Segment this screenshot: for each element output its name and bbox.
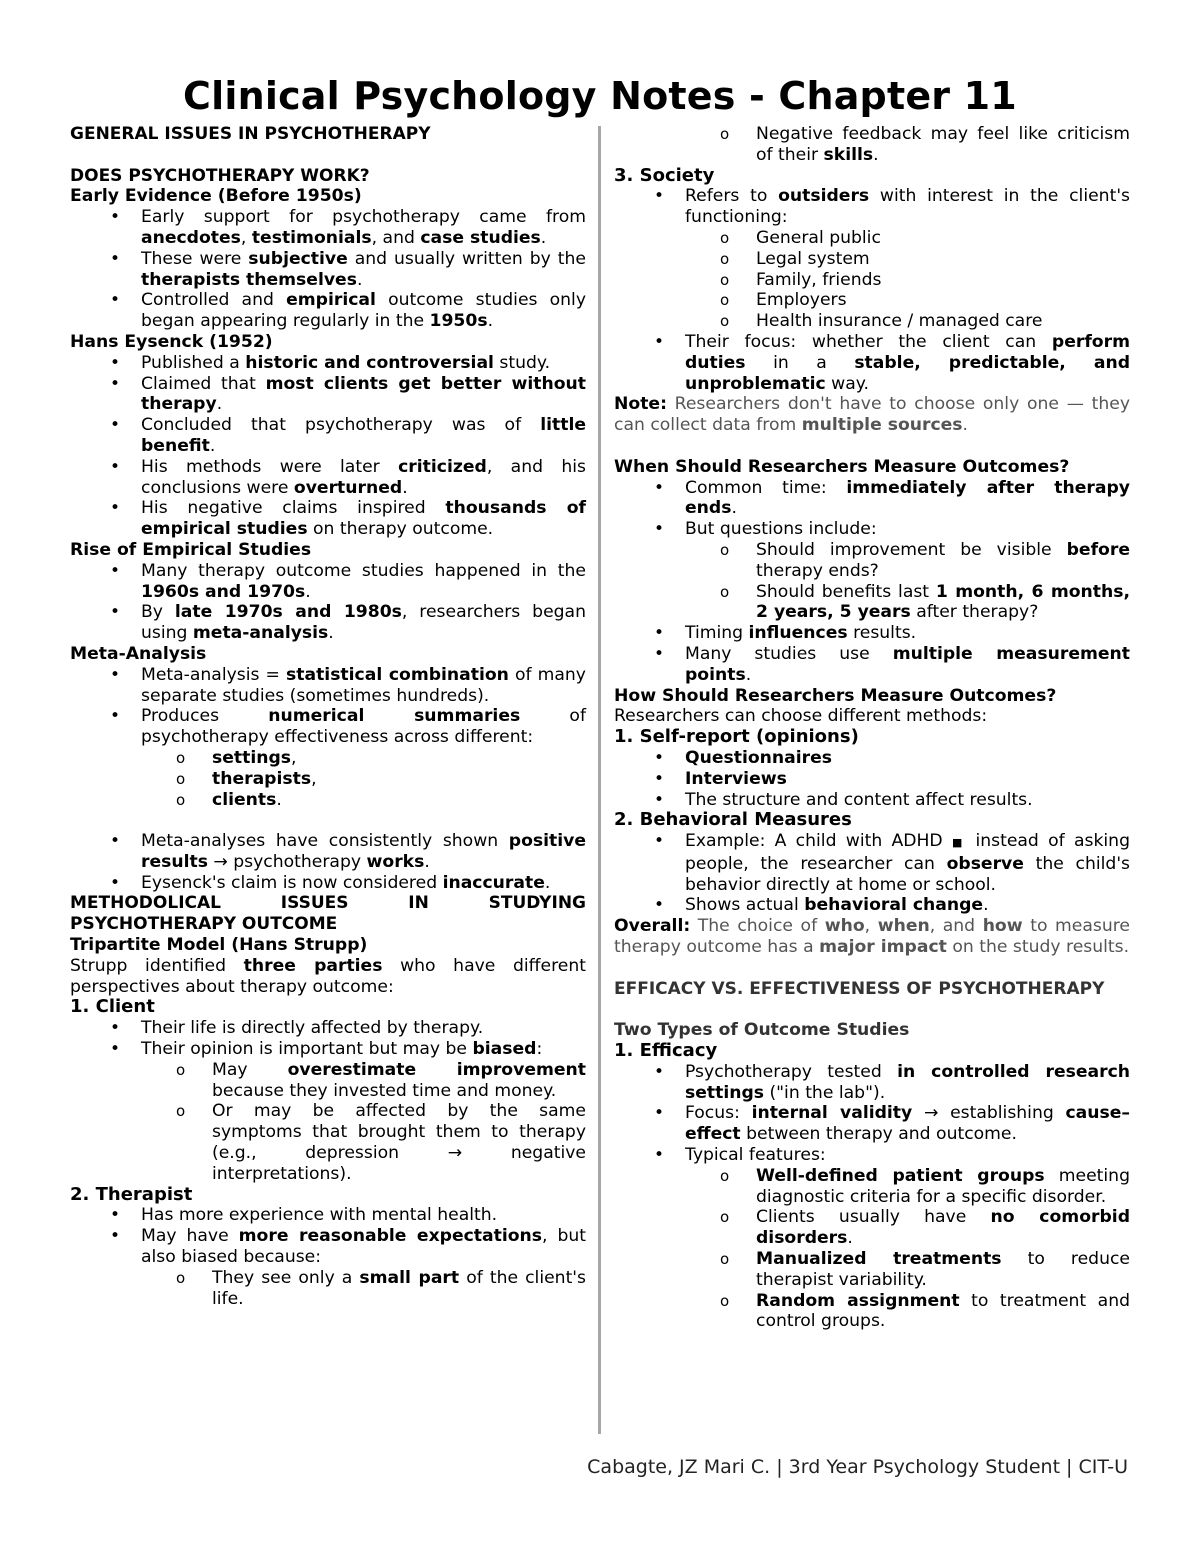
- list-item: • Published a historic and controversial study.: [70, 353, 586, 374]
- list-item: • Common time: immediately after therapy ends.: [614, 478, 1130, 520]
- sub-list-item: o Should benefits last 1 month, 6 months, 2 years, 5 years after therapy?: [685, 582, 1130, 624]
- bullet-list: [614, 623, 1130, 685]
- sub-list: [614, 1166, 1130, 1332]
- right-column: [614, 124, 1130, 1332]
- list-item: • Focus: internal validity → establishing cause–effect between therapy and outcome.: [614, 1103, 1130, 1145]
- sub-list: [614, 124, 1130, 166]
- bullet-list: [614, 748, 1130, 810]
- bullet-list: [70, 207, 586, 332]
- overall-paragraph: Overall: The choice of who, when, and how to measure therapy outcome has a major impact on the study results.: [614, 916, 1130, 958]
- note-paragraph: Note: Researchers don't have to choose only one — they can collect data from multiple sources.: [614, 394, 1130, 436]
- topic-heading: Early Evidence (Before 1950s): [70, 186, 362, 207]
- sub-list-item: o Negative feedback may feel like criticism of their skills.: [685, 124, 1130, 166]
- list-item: • Produces numerical summaries of psychotherapy effectiveness across different:: [70, 706, 586, 748]
- bullet-list: [70, 561, 586, 644]
- list-item: • The structure and content affect results.: [614, 790, 1130, 811]
- section-heading: EFFICACY VS. EFFECTIVENESS OF PSYCHOTHERAPY: [614, 978, 1105, 999]
- list-item: • Typical features:: [614, 1145, 1130, 1166]
- topic-heading: 3. Society: [614, 164, 715, 186]
- sub-list-item: o Random assignment to treatment and control groups.: [685, 1291, 1130, 1333]
- list-item: • Eysenck's claim is now considered inaccurate.: [70, 873, 586, 894]
- paragraph: Strupp identified three parties who have different perspectives about therapy outcome:: [70, 955, 586, 997]
- list-item: • May have more reasonable expectations, but also biased because:: [70, 1226, 586, 1268]
- topic-heading: 1. Efficacy: [614, 1040, 718, 1062]
- list-item: • Their focus: whether the client can perform duties in a stable, predictable, and unproblematic way.: [614, 332, 1130, 394]
- list-item: • But questions include:: [614, 519, 1130, 540]
- bullet-list: [614, 478, 1130, 540]
- sub-list: [70, 1060, 586, 1185]
- bullet-list: [70, 665, 586, 748]
- page-title: Clinical Psychology Notes - Chapter 11: [183, 74, 1017, 118]
- list-item: • Psychotherapy tested in controlled research settings ("in the lab").: [614, 1062, 1130, 1104]
- list-item: • These were subjective and usually written by the therapists themselves.: [70, 249, 586, 291]
- list-item: • Meta-analyses have consistently shown positive results → psychotherapy works.: [70, 831, 586, 873]
- sub-list-item: o May overestimate improvement because they invested time and money.: [141, 1060, 586, 1102]
- list-item: • Many studies use multiple measurement points.: [614, 644, 1130, 686]
- sub-list-item: o Well-defined patient groups meeting diagnostic criteria for a specific disorder.: [685, 1166, 1130, 1208]
- bullet-list: [70, 1018, 586, 1060]
- topic-heading: Hans Eysenck (1952): [70, 331, 273, 352]
- topic-heading: 2. Therapist: [70, 1183, 193, 1205]
- list-item: • His negative claims inspired thousands of empirical studies on therapy outcome.: [70, 498, 586, 540]
- list-item: • Their opinion is important but may be biased:: [70, 1039, 586, 1060]
- sub-list: [70, 748, 586, 810]
- topic-heading: Two Types of Outcome Studies: [614, 1020, 910, 1041]
- sub-list-item: o Health insurance / managed care: [685, 311, 1130, 332]
- topic-heading: How Should Researchers Measure Outcomes?: [614, 685, 1057, 706]
- sub-list-item: o therapists,: [141, 769, 586, 790]
- topic-heading: 2. Behavioral Measures: [614, 809, 852, 831]
- subsection-heading: DOES PSYCHOTHERAPY WORK?: [70, 165, 370, 186]
- sub-list-item: o Should improvement be visible before therapy ends?: [685, 540, 1130, 582]
- sub-list-item: o settings,: [141, 748, 586, 769]
- list-item: • Has more experience with mental health.: [70, 1205, 586, 1226]
- list-item: • By late 1970s and 1980s, researchers began using meta-analysis.: [70, 602, 586, 644]
- bullet-list: [70, 353, 586, 540]
- bullet-list: [614, 1062, 1130, 1166]
- sub-list-item: o Family, friends: [685, 270, 1130, 291]
- list-item: • Claimed that most clients get better without therapy.: [70, 374, 586, 416]
- list-item: • Concluded that psychotherapy was of little benefit.: [70, 415, 586, 457]
- topic-heading: Tripartite Model (Hans Strupp): [70, 935, 368, 956]
- sub-list-item: o They see only a small part of the client's life.: [141, 1268, 586, 1310]
- bullet-list: [70, 1205, 586, 1267]
- list-item: • His methods were later criticized, and his conclusions were overturned.: [70, 457, 586, 499]
- sub-list: [614, 540, 1130, 623]
- sub-list-item: o General public: [685, 228, 1130, 249]
- section-heading: GENERAL ISSUES IN PSYCHOTHERAPY: [70, 124, 431, 144]
- list-item: • Their life is directly affected by therapy.: [70, 1018, 586, 1039]
- list-item: • Questionnaires: [614, 748, 1130, 769]
- list-item: • Meta-analysis = statistical combination of many separate studies (sometimes hundreds).: [70, 665, 586, 707]
- bullet-list: [614, 831, 1130, 916]
- list-item: • Refers to outsiders with interest in the client's functioning:: [614, 186, 1130, 228]
- square-icon: ■: [951, 836, 967, 850]
- list-item: • Timing influences results.: [614, 623, 1130, 644]
- list-item: • Controlled and empirical outcome studies only began appearing regularly in the 1950s.: [70, 290, 586, 332]
- paragraph: Researchers can choose different methods:: [614, 706, 988, 727]
- footer-credit: Cabagte, JZ Mari C. | 3rd Year Psychology Student | CIT-U: [587, 1456, 1128, 1478]
- list-item: • Early support for psychotherapy came from anecdotes, testimonials, and case studies.: [70, 207, 586, 249]
- bullet-list: [614, 332, 1130, 394]
- topic-heading: 1. Self-report (opinions): [614, 726, 859, 748]
- sub-list-item: o Manualized treatments to reduce therapist variability.: [685, 1249, 1130, 1291]
- topic-heading: 1. Client: [70, 996, 155, 1018]
- topic-heading: Rise of Empirical Studies: [70, 539, 312, 560]
- sub-list-item: o Or may be affected by the same symptoms that brought them to therapy (e.g., depression → negative interpretations).: [141, 1101, 586, 1184]
- sub-list: [70, 1268, 586, 1310]
- section-heading: METHODOLICAL ISSUES IN STUDYING PSYCHOTHERAPY OUTCOME: [70, 893, 586, 935]
- sub-list-item: o Employers: [685, 290, 1130, 311]
- sub-list-item: o clients.: [141, 790, 586, 811]
- list-item: • Interviews: [614, 769, 1130, 790]
- sub-list: [614, 228, 1130, 332]
- list-item: • Many therapy outcome studies happened in the 1960s and 1970s.: [70, 561, 586, 603]
- topic-heading: When Should Researchers Measure Outcomes?: [614, 456, 1070, 477]
- list-item: • Example: A child with ADHD ■ instead of asking people, the researcher can observe the child's behavior directly at home or school.: [614, 831, 1130, 895]
- left-column: [70, 124, 586, 1309]
- bullet-list: [614, 186, 1130, 228]
- sub-list-item: o Clients usually have no comorbid disorders.: [685, 1207, 1130, 1249]
- list-item: • Shows actual behavioral change.: [614, 895, 1130, 916]
- topic-heading: Meta-Analysis: [70, 643, 207, 664]
- bullet-list: [70, 831, 586, 893]
- column-divider: [598, 126, 601, 1434]
- sub-list-item: o Legal system: [685, 249, 1130, 270]
